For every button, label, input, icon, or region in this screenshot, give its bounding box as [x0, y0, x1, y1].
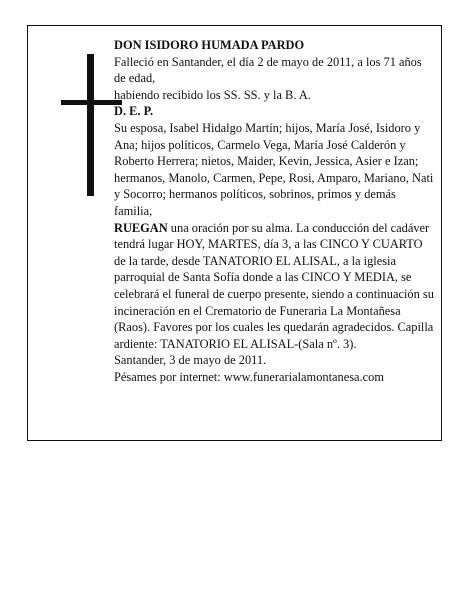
- cross-horizontal-bar: [61, 100, 122, 105]
- condolences-line: Pésames por internet: www.funerarialamontanesa.com: [114, 369, 384, 384]
- sacraments-line: habiendo recibido los SS. SS. y la B. A.: [114, 87, 311, 102]
- ceremony-paragraph: [114, 220, 434, 353]
- ruegan-word: RUEGAN: [114, 220, 168, 235]
- obituary-notice: [27, 25, 442, 441]
- cross-icon: [61, 54, 122, 196]
- death-line: Falleció en Santander, el día 2 de mayo de 2011, a los 71 años de edad,: [114, 54, 422, 86]
- dep-line: D. E. P.: [114, 104, 154, 119]
- family-list: Su esposa, Isabel Hidalgo Martín; hijos, María José, Isidoro y Ana; hijos políticos, Carmelo Vega, María José Calderón y Roberto Herrera; nietos, Maider, Kevin, Jessica, Asier e Izan; hermanos, Manolo, Carmen, Pepe, Rosi, Amparo, Mariano, Nati y Socorro; hermanos políticos, sobrinos, primos y demás familia,: [114, 120, 434, 218]
- deceased-name: DON ISIDORO HUMADA PARDO: [114, 38, 305, 52]
- obituary-text: [114, 37, 434, 385]
- ceremony-details: una oración por su alma. La conducción del cadáver tendrá lugar HOY, MARTES, día 3, a las CINCO Y CUARTO de la tarde, desde TANATORIO EL ALISAL, a la iglesia parroquial de Santa Sofía donde a las CINCO Y MEDIA, se celebrará el funeral de cuerpo presente, siendo a continuación su incineración en el Crematorio de Funeraria La Montañesa (Raos). Favores por los cuales les quedarán agradecidos. Capilla ardiente: TANATORIO EL ALISAL-(Sala nº. 3).: [114, 220, 434, 351]
- cross-vertical-bar: [87, 54, 94, 196]
- place-date: Santander, 3 de mayo de 2011.: [114, 353, 267, 368]
